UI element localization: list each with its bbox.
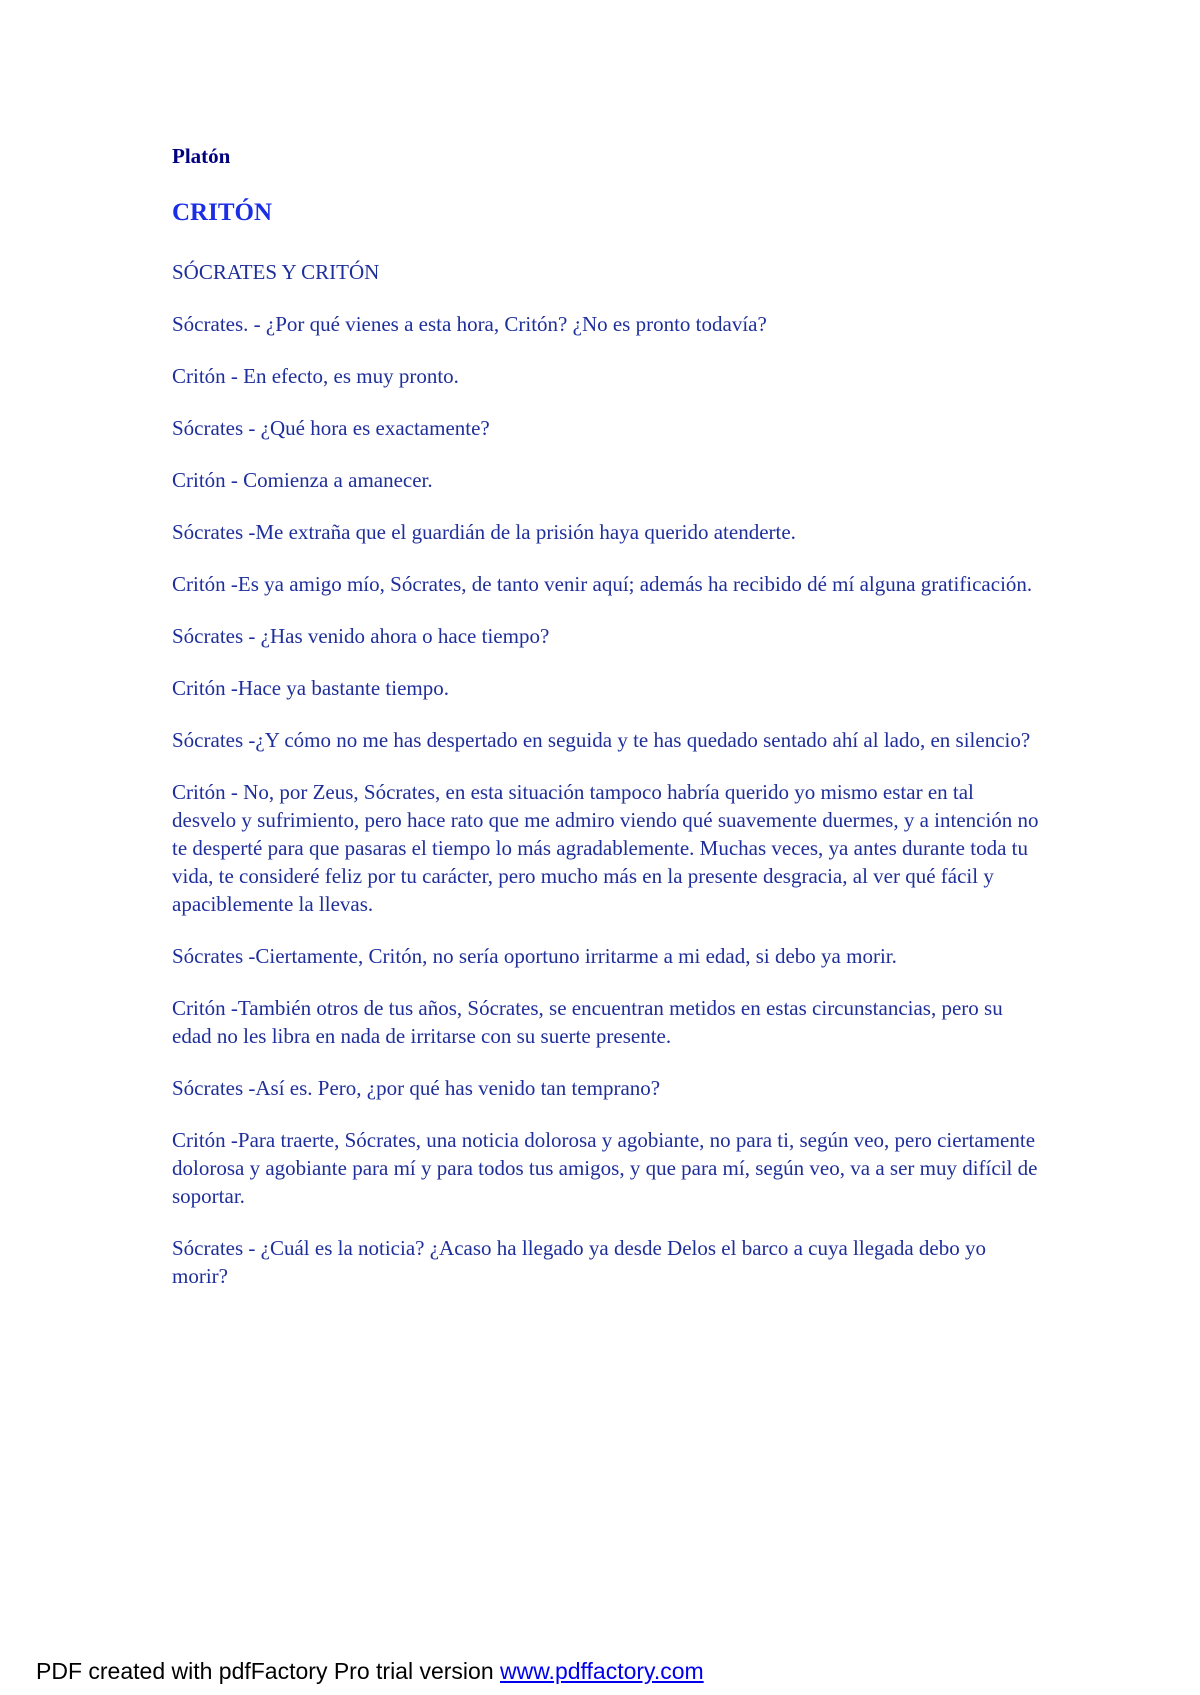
dialogue-paragraph: Critón -Es ya amigo mío, Sócrates, de tanto venir aquí; además ha recibido dé mí alguna gratificación.: [172, 572, 1033, 596]
dialogue-paragraph: Critón -Para traerte, Sócrates, una noticia dolorosa y agobiante, no para ti, según veo, pero ciertamente dolorosa y agobiante para mí y para todos tus amigos, y que para mí, según veo, va a ser muy difícil de soportar.: [172, 1128, 1038, 1208]
author-name: Platón: [172, 144, 231, 168]
footer-text: PDF created with pdfFactory Pro trial version: [36, 1658, 500, 1684]
dialogue-paragraph: Sócrates -Ciertamente, Critón, no sería oportuno irritarme a mi edad, si debo ya morir.: [172, 944, 897, 968]
pdf-footer-notice: [36, 1658, 704, 1685]
dialogue-paragraph: Critón -También otros de tus años, Sócrates, se encuentran metidos en estas circunstancias, pero su edad no les libra en nada de irritarse con su suerte presente.: [172, 996, 1003, 1048]
document-subtitle: SÓCRATES Y CRITÓN: [172, 260, 380, 284]
dialogue-paragraph: Critón - Comienza a amanecer.: [172, 468, 433, 492]
dialogue-paragraph: Critón - En efecto, es muy pronto.: [172, 364, 459, 388]
dialogue-paragraph: Sócrates -¿Y cómo no me has despertado en seguida y te has quedado sentado ahí al lado, en silencio?: [172, 728, 1031, 752]
dialogue-paragraph: Sócrates - ¿Qué hora es exactamente?: [172, 416, 490, 440]
dialogue-paragraph: Sócrates -Me extraña que el guardián de la prisión haya querido atenderte.: [172, 520, 796, 544]
dialogue-paragraph: Sócrates - ¿Cuál es la noticia? ¿Acaso ha llegado ya desde Delos el barco a cuya llegada debo yo morir?: [172, 1236, 986, 1288]
dialogue-paragraph: Critón - No, por Zeus, Sócrates, en esta situación tampoco habría querido yo mismo estar en tal desvelo y sufrimiento, pero hace rato que me admiro viendo qué suavemente duermes, y a intención no te desperté para que pasaras el tiempo lo más agradablemente. Muchas veces, ya antes durante toda tu vida, te consideré feliz por tu carácter, pero mucho más en la presente desgracia, al ver qué fácil y apaciblemente la llevas.: [172, 780, 1039, 916]
dialogue-paragraph: Sócrates -Así es. Pero, ¿por qué has venido tan temprano?: [172, 1076, 661, 1100]
dialogue-paragraph: Sócrates. - ¿Por qué vienes a esta hora, Critón? ¿No es pronto todavía?: [172, 312, 767, 336]
document-title: CRITÓN: [172, 199, 273, 226]
footer-link[interactable]: www.pdffactory.com: [500, 1658, 704, 1684]
document-page: [172, 142, 1042, 1314]
dialogue-paragraph: Sócrates - ¿Has venido ahora o hace tiempo?: [172, 624, 550, 648]
dialogue-paragraph: Critón -Hace ya bastante tiempo.: [172, 676, 449, 700]
